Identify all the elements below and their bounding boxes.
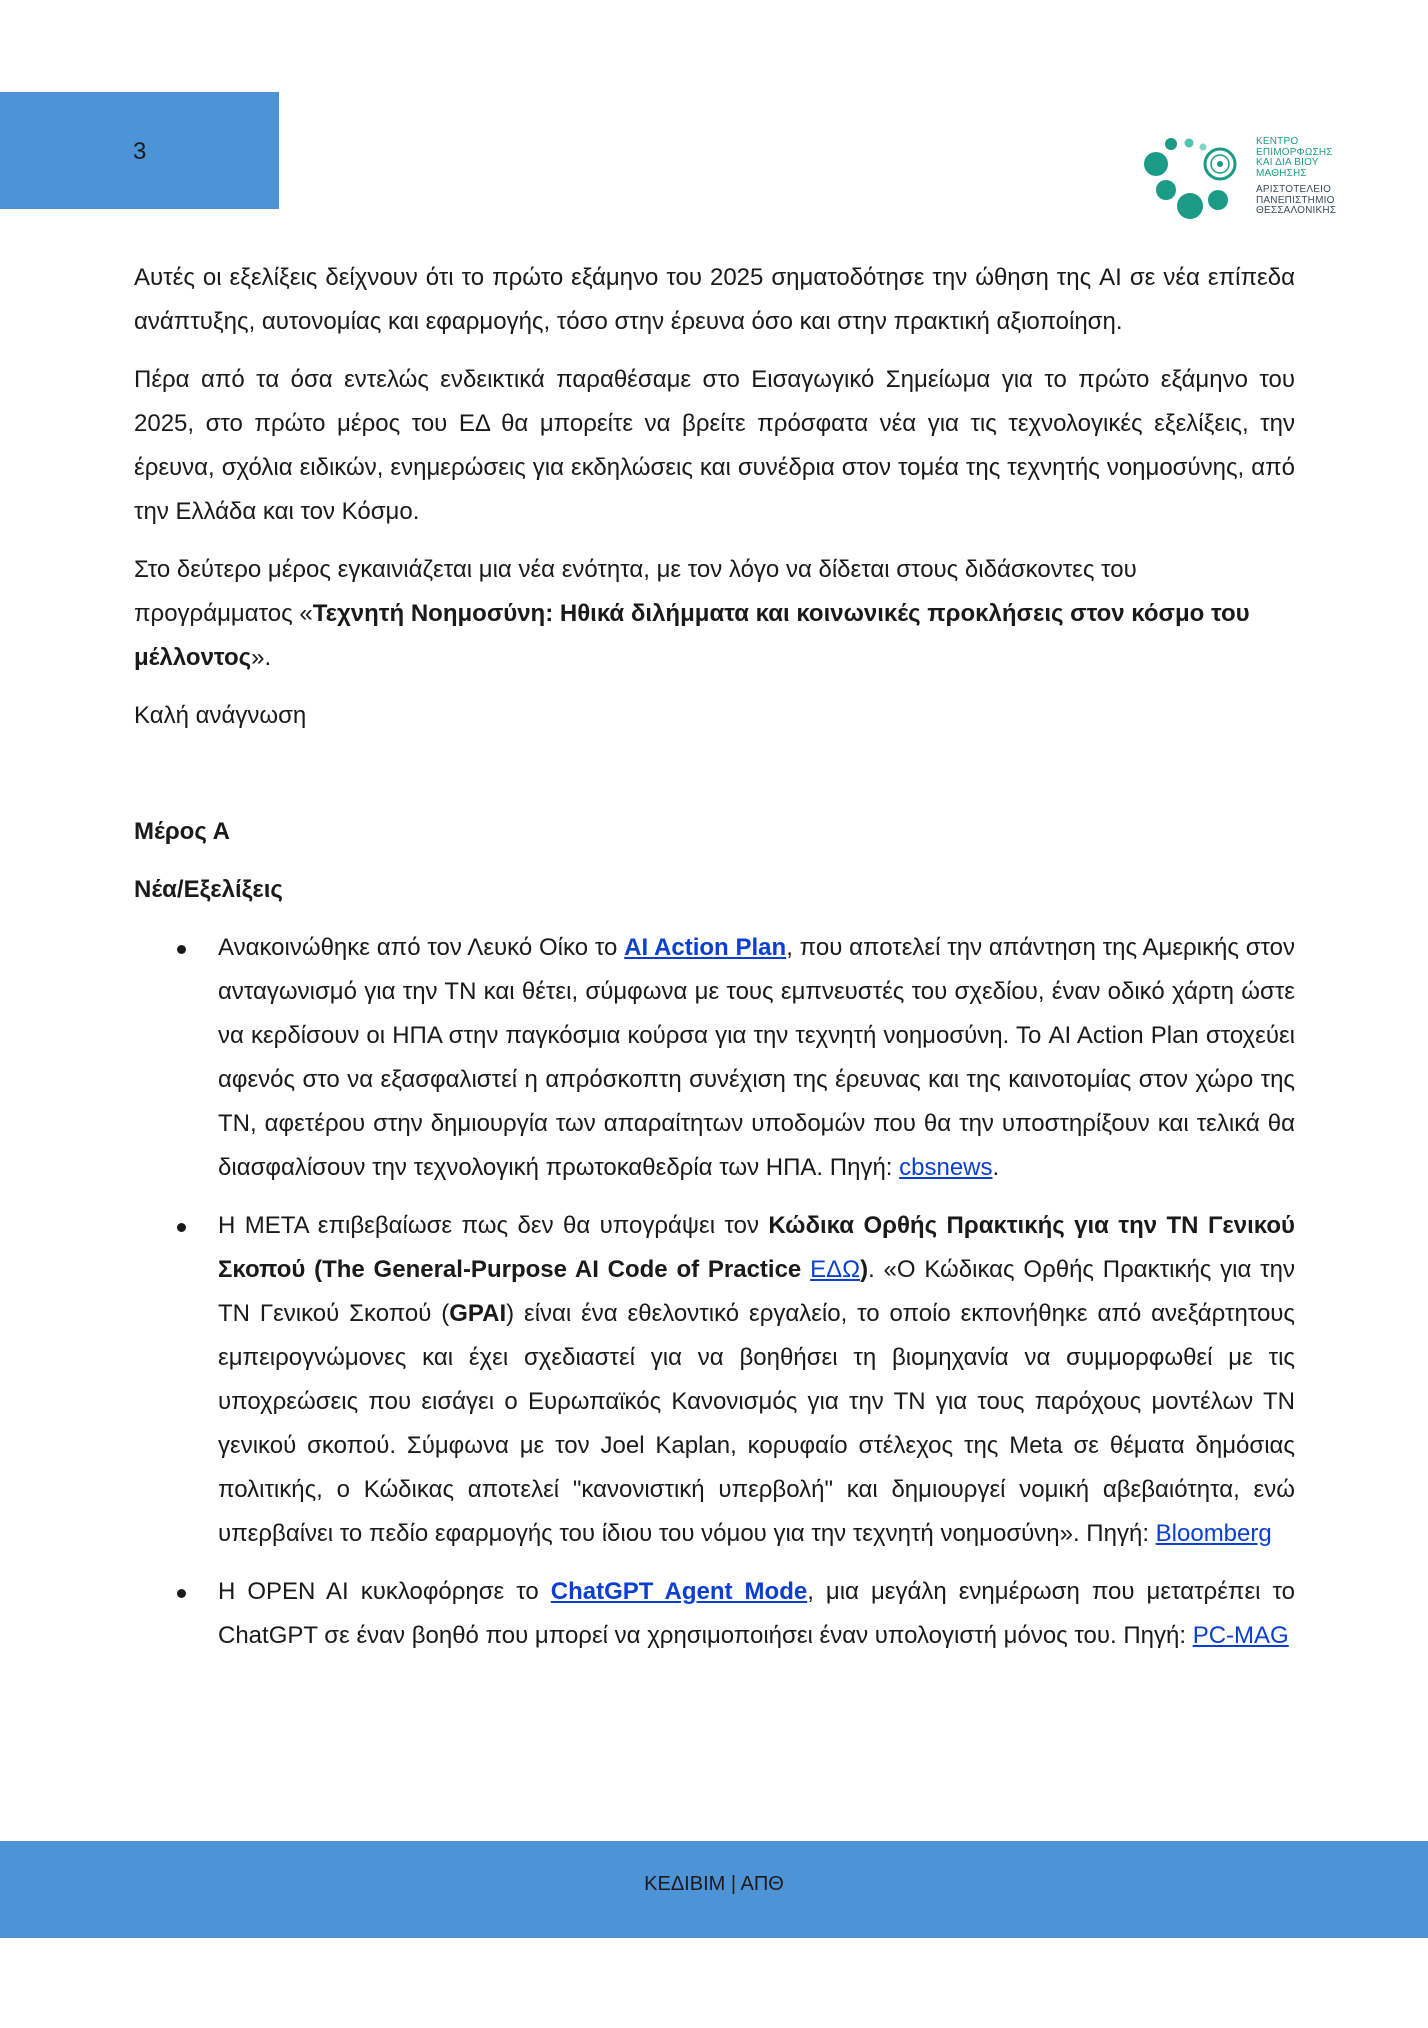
bullet-icon — [177, 1223, 186, 1232]
news-text: Η META επιβεβαίωσε πως δεν θα υπογράψει τον — [218, 1212, 769, 1239]
logo-text — [1256, 137, 1336, 217]
footer-band — [0, 1841, 1428, 1938]
intro-text: Στο δεύτερο μέρος εγκαινιάζεται μια νέα ενότητα, με τον λόγο να δίδεται στους διδάσκοντες του προγράμματος « — [134, 556, 1137, 627]
logo-line: ΚΑΙ ΔΙΑ ΒΙΟΥ — [1256, 157, 1319, 168]
logo-line: ΘΕΣΣΑΛΟΝΙΚΗΣ — [1256, 205, 1337, 216]
document-body — [134, 256, 1295, 1672]
news-bold: ) — [860, 1256, 869, 1283]
list-item — [218, 1570, 1295, 1658]
list-item — [218, 1204, 1295, 1556]
logo-line: ΠΑΝΕΠΙΣΤΗΜΙΟ — [1256, 194, 1335, 206]
news-text: Ανακοινώθηκε από τον Λευκό Οίκο το — [218, 934, 625, 961]
news-text: , μια μεγάλη ενημέρωση που μετατρέπει το ChatGPT σε έναν βοηθό που μπορεί να χρησιμοποιήσει έναν υπολογιστή μόνος του. Πηγή: — [218, 1578, 1295, 1649]
page-number: 3 — [133, 138, 147, 165]
kedivim-logo — [1140, 134, 1350, 226]
chatgpt-agent-mode-link[interactable]: ChatGPT Agent Mode — [550, 1578, 808, 1605]
logo-line: ΜΑΘΗΣΗΣ — [1256, 167, 1307, 179]
course-title: Τεχνητή Νοημοσύνη: Ηθικά διλήμματα και κοινωνικές προκλήσεις στον κόσμο του μέλλοντος — [134, 600, 1250, 671]
bullet-icon — [177, 1589, 186, 1598]
logo-line: ΕΠΙΜΟΡΦΩΣΗΣ — [1256, 146, 1333, 158]
news-list — [134, 926, 1295, 1658]
edo-link[interactable]: ΕΔΩ — [810, 1256, 861, 1283]
news-text: , που αποτελεί την απάντηση της Αμερικής στον ανταγωνισμό για την ΤΝ και θέτει, σύμφωνα με τους εμπνευστές του σχεδίου, έναν οδικό χάρτη ώστε να κερδίσουν οι ΗΠΑ στην παγκόσμια κούρσα για την τεχνητή νοημοσύνη. Το AI Action Plan στοχεύει αφενός στο να εξασφαλιστεί η απρόσκοπτη συνέχιση της έρευνας και της καινοτομίας στον χώρο της ΤΝ, αφετέρου στην δημιουργία των απαραίτητων υποδομών που θα την υποστηρίξουν και τελικά θα διασφαλίσουν την τεχνολογική πρωτοκαθεδρία των ΗΠΑ. Πηγή: — [218, 934, 1296, 1181]
logo-line: ΚΕΝΤΡΟ — [1256, 136, 1299, 147]
footer-text: ΚΕΔΙΒΙΜ | ΑΠΘ — [644, 1873, 784, 1895]
news-text: ) είναι ένα εθελοντικό εργαλείο, το οποίο εκπονήθηκε από ανεξάρτητους εμπειρογνώμονες και έχει σχεδιαστεί για να βοηθήσει τη βιομηχανία να συμμορφωθεί με τις υποχρεώσεις που εισάγει ο Ευρωπαϊκός Κανονισμός για την ΤΝ για τους παρόχους μοντέλων ΤΝ γενικού σκοπού. Σύμφωνα με τον Joel Kaplan, κορυφαίο στέλεχος της Meta σε θέματα δημόσιας πολιτικής, ο Κώδικας αποτελεί "κανονιστική υπερβολή" και δημιουργεί νομική αβεβαιότητα, ενώ υπερβαίνει το πεδίο εφαρμογής του ίδιου του νόμου για την τεχνητή νοημοσύνη». Πηγή: — [218, 1300, 1295, 1547]
intro-paragraph: Πέρα από τα όσα εντελώς ενδεικτικά παραθέσαμε στο Εισαγωγικό Σημείωμα για το πρώτο εξάμηνο του 2025, στο πρώτο μέρος του ΕΔ θα μπορείτε να βρείτε πρόσφατα νέα για τις τεχνολογικές εξελίξεις, την έρευνα, σχόλια ειδικών, ενημερώσεις για εκδηλώσεις και συνέδρια στον τομέα της τεχνητής νοημοσύνης, από την Ελλάδα και τον Κόσμο. — [134, 366, 1295, 525]
news-text: . — [992, 1154, 1000, 1181]
news-title: Νέα/Εξελίξεις — [134, 876, 283, 903]
bloomberg-link[interactable]: Bloomberg — [1155, 1520, 1272, 1547]
list-item — [218, 926, 1295, 1190]
intro-paragraph — [134, 548, 1295, 680]
logo-dots-icon — [1140, 134, 1250, 226]
cbsnews-link[interactable]: cbsnews — [899, 1154, 993, 1181]
intro-text: ». — [251, 644, 272, 671]
bullet-icon — [177, 945, 186, 954]
logo-line: ΑΡΙΣΤΟΤΕΛΕΙΟ — [1256, 184, 1332, 195]
pcmag-link[interactable]: PC-MAG — [1192, 1622, 1289, 1649]
intro-paragraph: Αυτές οι εξελίξεις δείχνουν ότι το πρώτο εξάμηνο του 2025 σηματοδότησε την ώθηση της AI σε νέα επίπεδα ανάπτυξης, αυτονομίας και εφαρμογής, τόσο στην έρευνα όσο και στην πρακτική αξιοποίηση. — [134, 264, 1295, 335]
part-title: Μέρος Α — [134, 818, 230, 845]
closing-line: Καλή ανάγνωση — [134, 702, 307, 729]
news-bold: GPAI — [449, 1300, 507, 1327]
news-text: . «Ο Κώδικας Ορθής Πρακτικής για την ΤΝ Γενικού Σκοπού ( — [218, 1256, 1295, 1327]
ai-action-plan-link[interactable]: AI Action Plan — [624, 934, 787, 961]
news-text: Η OPEN AI κυκλοφόρησε το — [218, 1578, 551, 1605]
news-bold: Κώδικα Ορθής Πρακτικής για την ΤΝ Γενικού Σκοπού (The General-Purpose AI Code of Practice — [218, 1212, 1295, 1283]
